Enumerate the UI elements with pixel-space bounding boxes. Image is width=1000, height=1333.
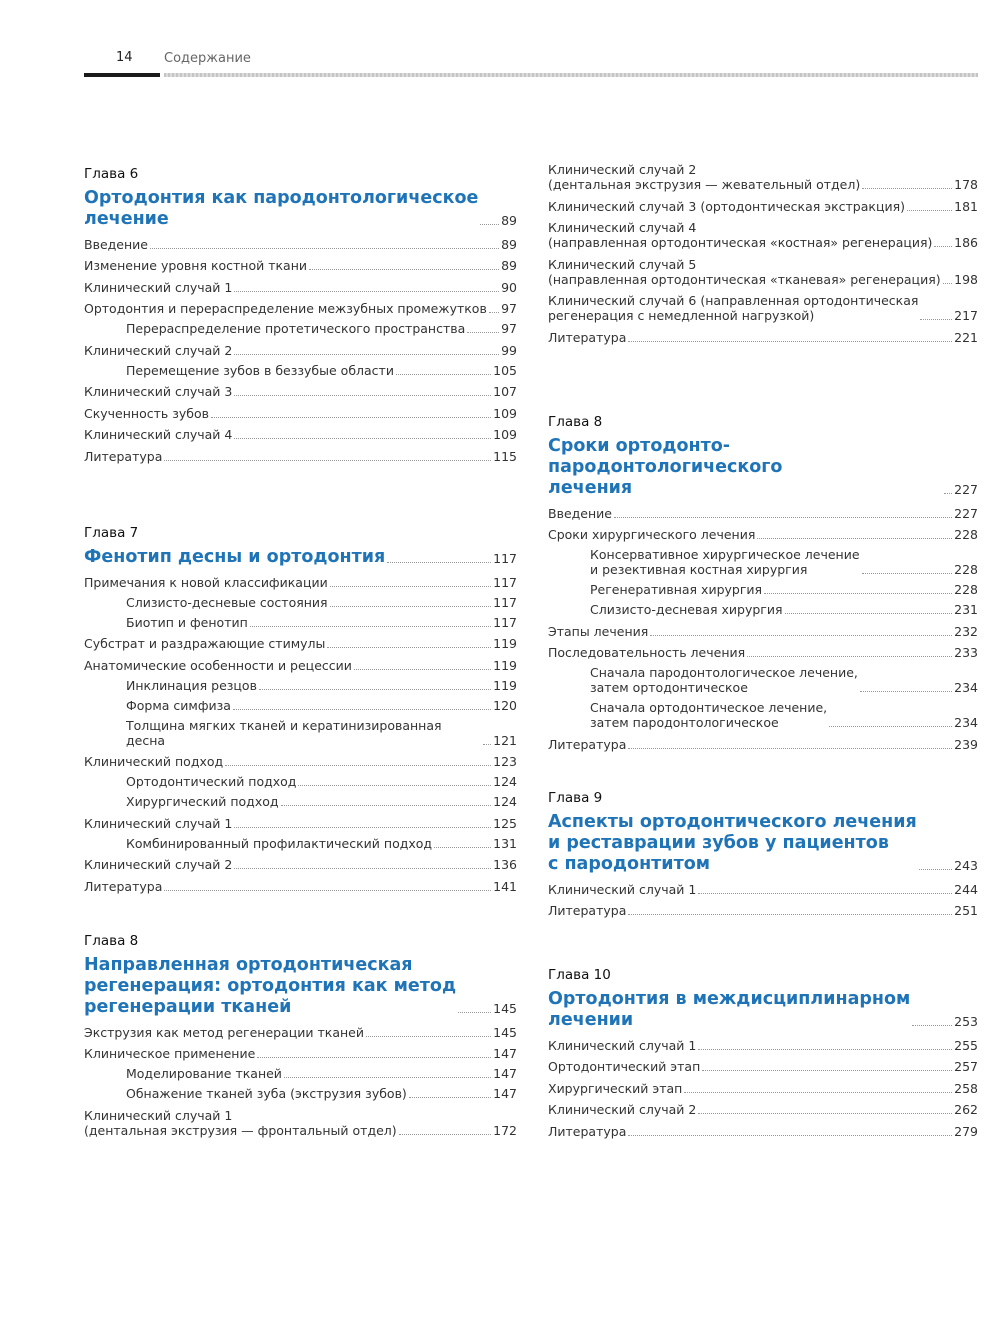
chapter-label: Глава 7	[84, 525, 139, 541]
chapter-title: Аспекты ортодонтического лечения и реставрации зубов у пациентов с пародонтитом	[548, 812, 917, 874]
dot-leader	[234, 354, 499, 355]
dot-leader	[920, 319, 952, 320]
toc-entry-page: 257	[954, 1059, 978, 1074]
toc-entry-page: 227	[954, 505, 978, 521]
toc-entry-text: Клинический случай 2	[84, 857, 233, 872]
chapter-block	[84, 932, 517, 1138]
dot-leader	[862, 573, 953, 574]
toc-entry[interactable]	[84, 321, 517, 336]
toc-entry[interactable]	[84, 794, 517, 809]
toc-entry[interactable]	[548, 199, 978, 214]
toc-entry-page: 90	[501, 279, 517, 295]
toc-entry[interactable]	[548, 293, 978, 323]
toc-entry-page: 124	[493, 774, 517, 789]
chapter-title: Сроки ортодонто-пародонтологического лечения	[548, 436, 783, 498]
header-rule-dark	[84, 73, 160, 77]
chapter-title-row[interactable]	[84, 955, 517, 1018]
toc-entry[interactable]	[548, 645, 978, 660]
dot-leader	[934, 246, 952, 247]
toc-entry[interactable]	[548, 882, 978, 897]
dot-leader	[164, 890, 491, 891]
toc-entry-page: 251	[954, 903, 978, 918]
dot-leader	[483, 744, 491, 745]
toc-entry-text: Клинический случай 1 (дентальная экструзия — фронтальный отдел)	[84, 1107, 397, 1138]
toc-entry-page: 258	[954, 1080, 978, 1096]
chapter-title-row[interactable]	[84, 188, 517, 230]
toc-entry[interactable]	[84, 575, 517, 590]
dot-leader	[860, 691, 952, 692]
dot-leader	[298, 785, 491, 786]
toc-entry[interactable]	[84, 636, 517, 651]
toc-entry[interactable]	[84, 258, 517, 273]
toc-entry-page: 186	[954, 235, 978, 250]
dot-leader	[234, 395, 491, 396]
dot-leader	[366, 1036, 491, 1037]
toc-entry-page: 123	[493, 754, 517, 769]
toc-entry-page: 97	[501, 321, 517, 336]
toc-entry-text: Литература	[548, 903, 627, 918]
chapter-title-row[interactable]	[548, 812, 978, 875]
toc-entry-text: Толщина мягких тканей и кератинизированная десна	[126, 717, 442, 748]
toc-entry-page: 198	[954, 271, 978, 287]
toc-entry-page: 147	[493, 1086, 517, 1101]
toc-entry[interactable]	[84, 1066, 517, 1081]
toc-entry-page: 121	[493, 732, 517, 748]
dot-leader	[259, 689, 491, 690]
toc-entry-page: 262	[954, 1102, 978, 1117]
toc-entry-text: Клинический случай 3 (ортодонтическая экстракция)	[548, 198, 905, 214]
dot-leader	[907, 210, 952, 211]
dot-leader	[396, 374, 491, 375]
dot-leader	[399, 1134, 491, 1135]
toc-entry-text: Клинический случай 1	[84, 279, 233, 295]
toc-entry-page: 141	[493, 878, 517, 894]
dot-leader	[764, 593, 952, 594]
toc-entry-text: Слизисто-десневые состояния	[126, 594, 328, 610]
toc-entry[interactable]	[84, 595, 517, 610]
dot-leader	[698, 1113, 952, 1114]
toc-entry[interactable]	[84, 678, 517, 693]
toc-entry[interactable]	[84, 384, 517, 399]
dot-leader	[944, 493, 952, 494]
toc-entry-page: 89	[501, 258, 517, 273]
toc-entry-page: 181	[954, 198, 978, 214]
dot-leader	[650, 635, 952, 636]
toc-entry-page: 99	[501, 342, 517, 358]
chapter-title-row[interactable]	[548, 436, 978, 499]
dot-leader	[330, 586, 491, 587]
toc-entry-text: Литература	[84, 878, 163, 894]
dot-leader	[785, 613, 953, 614]
toc-entry[interactable]	[84, 1086, 517, 1101]
toc-entry-page: 119	[493, 636, 517, 651]
chapter-label: Глава 10	[548, 967, 611, 983]
toc-entry-text: Сначала ортодонтическое лечение, затем пародонтологическое	[590, 700, 828, 730]
dot-leader	[164, 460, 491, 461]
toc-entry-text: Комбинированный профилактический подход	[126, 835, 433, 851]
toc-entry[interactable]	[548, 220, 978, 250]
toc-entry-page: 217	[954, 308, 978, 323]
toc-entry-page: 279	[954, 1123, 978, 1139]
chapter-title: Направленная ортодонтическая регенерация: ортодонтия как метод регенерации тканей	[84, 955, 457, 1017]
toc-entry-text: Изменение уровня костной ткани	[84, 258, 308, 273]
toc-entry[interactable]	[548, 330, 978, 345]
dot-leader	[747, 656, 952, 657]
toc-entry-page: 117	[493, 574, 517, 590]
toc-entry-page: 228	[954, 562, 978, 577]
dot-leader	[702, 1070, 952, 1071]
dot-leader	[330, 606, 492, 607]
chapter-page-number: 117	[493, 551, 517, 566]
toc-entry-text: Форма симфиза	[126, 697, 231, 713]
chapter-page-number: 89	[501, 213, 517, 228]
dot-leader	[698, 893, 952, 894]
toc-entry-page: 119	[493, 677, 517, 693]
toc-entry-page: 228	[954, 582, 978, 597]
toc-entry-text: Литература	[548, 1123, 627, 1139]
toc-entry[interactable]	[548, 1038, 978, 1053]
chapter-block	[548, 413, 978, 752]
toc-entry-page: 232	[954, 623, 978, 639]
toc-entry-page: 228	[954, 527, 978, 542]
toc-entry-text: Клинический случай 2 (дентальная экструзия — жевательный отдел)	[548, 162, 861, 192]
toc-entry[interactable]	[548, 602, 978, 617]
chapter-page-number: 145	[493, 1001, 517, 1016]
dot-leader	[628, 914, 952, 915]
toc-entry-text: Обнажение тканей зуба (экструзия зубов)	[126, 1086, 407, 1101]
toc-entry-text: Клинический случай 2	[548, 1102, 697, 1117]
toc-entry[interactable]	[84, 343, 517, 358]
dot-leader	[409, 1097, 491, 1098]
toc-entry-page: 178	[954, 177, 978, 192]
dot-leader	[281, 805, 492, 806]
toc-entry-text: Хирургический этап	[548, 1080, 683, 1096]
dot-leader	[919, 869, 952, 870]
toc-entry-text: Клинический случай 4	[84, 427, 233, 442]
toc-entry[interactable]	[548, 1059, 978, 1074]
dot-leader	[354, 669, 491, 670]
toc-entry[interactable]	[84, 836, 517, 851]
chapter-label: Глава 8	[84, 933, 139, 949]
toc-entry-text: Консервативное хирургическое лечение и резективная костная хирургия	[590, 547, 860, 577]
toc-entry-page: 231	[954, 602, 978, 617]
toc-entry-page: 89	[501, 236, 517, 252]
dot-leader	[912, 1025, 952, 1026]
toc-entry[interactable]	[84, 1108, 517, 1138]
dot-leader	[284, 1077, 491, 1078]
toc-entry-text: Примечания к новой классификации	[84, 574, 328, 590]
toc-entry[interactable]	[84, 301, 517, 316]
toc-entry-text: Скученность зубов	[84, 405, 210, 421]
dot-leader	[327, 647, 491, 648]
toc-entry[interactable]	[84, 658, 517, 673]
toc-entry-text: Литература	[548, 736, 627, 752]
toc-entry[interactable]	[84, 363, 517, 378]
toc-entry-page: 119	[493, 657, 517, 673]
toc-entry-text: Сначала пародонтологическое лечение, затем ортодонтическое	[590, 665, 858, 695]
chapter-block	[548, 162, 978, 345]
toc-entry[interactable]	[84, 449, 517, 464]
chapter-label: Глава 8	[548, 414, 603, 430]
page-number: 14	[116, 50, 133, 65]
page-header	[84, 50, 978, 78]
toc-entry-page: 107	[493, 384, 517, 399]
toc-entry-text: Субстрат и раздражающие стимулы	[84, 636, 326, 651]
toc-entry-text: Клинический случай 3	[84, 384, 233, 399]
toc-entry-text: Анатомические особенности и рецессии	[84, 657, 352, 673]
chapter-block	[84, 165, 517, 464]
toc-entry-page: 120	[493, 697, 517, 713]
toc-entry-text: Биотип и фенотип	[126, 614, 248, 630]
dot-leader	[757, 538, 952, 539]
toc-entry[interactable]	[548, 737, 978, 752]
toc-entry-page: 145	[493, 1024, 517, 1040]
toc-entry-text: Клинический случай 5 (направленная ортодонтическая «тканевая» регенерация)	[548, 256, 941, 287]
dot-leader	[234, 438, 491, 439]
toc-entry[interactable]	[84, 1046, 517, 1061]
dot-leader	[467, 332, 499, 333]
dot-leader	[684, 1092, 952, 1093]
toc-entry[interactable]	[84, 237, 517, 252]
dot-leader	[225, 765, 491, 766]
toc-entry-text: Клинический случай 1	[548, 1037, 697, 1053]
toc-entry-text: Ортодонтический подход	[126, 774, 297, 789]
chapter-label: Глава 6	[84, 166, 139, 182]
toc-entry[interactable]	[84, 816, 517, 831]
toc-entry[interactable]	[548, 527, 978, 542]
dot-leader	[943, 283, 953, 284]
dot-leader	[434, 847, 491, 848]
toc-entry-page: 109	[493, 427, 517, 442]
chapter-page-number: 253	[954, 1014, 978, 1029]
chapter-title: Ортодонтия в междисциплинарном лечении	[548, 989, 911, 1030]
toc-entry-page: 255	[954, 1037, 978, 1053]
toc-entry-page: 136	[493, 857, 517, 872]
toc-entry-text: Ортодонтический этап	[548, 1059, 701, 1074]
dot-leader	[309, 269, 499, 270]
toc-entry-page: 234	[954, 680, 978, 695]
toc-entry[interactable]	[548, 1124, 978, 1139]
toc-entry[interactable]	[84, 879, 517, 894]
dot-leader	[458, 1012, 491, 1013]
toc-entry-text: Экструзия как метод регенерации тканей	[84, 1024, 364, 1040]
toc-entry-text: Клинический случай 2	[84, 342, 233, 358]
toc-entry-text: Перемещение зубов в беззубые области	[126, 362, 394, 378]
dot-leader	[387, 562, 491, 563]
toc-entry[interactable]	[84, 718, 517, 748]
dot-leader	[628, 748, 952, 749]
toc-entry-page: 147	[493, 1066, 517, 1081]
toc-entry-page: 244	[954, 881, 978, 897]
dot-leader	[862, 188, 952, 189]
toc-entry-page: 117	[493, 614, 517, 630]
dot-leader	[234, 827, 491, 828]
chapter-label: Глава 9	[548, 790, 603, 806]
dot-leader	[233, 709, 491, 710]
section-title: Содержание	[164, 51, 251, 66]
dot-leader	[211, 417, 491, 418]
toc-entry-text: Перераспределение протетического пространства	[126, 321, 466, 336]
chapter-page-number: 243	[954, 858, 978, 873]
toc-entry-text: Последовательность лечения	[548, 645, 746, 660]
toc-entry-page: 233	[954, 645, 978, 660]
chapter-page-number: 227	[954, 482, 978, 497]
toc-entry[interactable]	[84, 774, 517, 789]
chapter-title: Ортодонтия как пародонтологическое лечение	[84, 188, 479, 229]
dot-leader	[698, 1049, 952, 1050]
dot-leader	[628, 1135, 952, 1136]
toc-entry[interactable]	[84, 1025, 517, 1040]
toc-entry[interactable]	[548, 547, 978, 577]
toc-entry[interactable]	[548, 582, 978, 597]
dot-leader	[257, 1057, 491, 1058]
chapter-block	[548, 789, 978, 918]
dot-leader	[150, 248, 499, 249]
toc-entry-page: 221	[954, 329, 978, 345]
toc-entry-page: 117	[493, 594, 517, 610]
dot-leader	[234, 868, 491, 869]
toc-entry-text: Клинический случай 1	[548, 881, 697, 897]
toc-entry-page: 147	[493, 1046, 517, 1061]
dot-leader	[628, 341, 952, 342]
toc-entry-page: 172	[493, 1122, 517, 1138]
toc-entry[interactable]	[548, 624, 978, 639]
toc-entry-text: Клиническое применение	[84, 1046, 256, 1061]
toc-entry[interactable]	[84, 615, 517, 630]
chapter-block	[548, 966, 978, 1139]
toc-entry-page: 125	[493, 815, 517, 831]
toc-entry[interactable]	[84, 857, 517, 872]
toc-entry[interactable]	[548, 506, 978, 521]
toc-entry[interactable]	[548, 162, 978, 192]
toc-entry[interactable]	[548, 665, 978, 695]
dot-leader	[234, 291, 499, 292]
toc-entry-text: Сроки хирургического лечения	[548, 527, 756, 542]
dot-leader	[480, 224, 499, 225]
toc-entry[interactable]	[548, 1102, 978, 1117]
toc-entry-page: 115	[493, 448, 517, 464]
toc-entry-text: Клинический случай 6 (направленная ортодонтическая регенерация с немедленной нагрузкой)	[548, 293, 919, 323]
toc-entry-text: Ортодонтия и перераспределение межзубных промежутков	[84, 301, 487, 316]
toc-entry[interactable]	[84, 406, 517, 421]
toc-entry-text: Введение	[548, 505, 612, 521]
dot-leader	[250, 626, 491, 627]
toc-entry-page: 234	[954, 715, 978, 730]
toc-entry-text: Хирургический подход	[126, 794, 279, 809]
chapter-title: Фенотип десны и ортодонтия	[84, 547, 386, 567]
toc-entry-text: Моделирование тканей	[126, 1066, 282, 1081]
toc-entry-text: Введение	[84, 236, 148, 252]
toc-entry[interactable]	[84, 698, 517, 713]
dot-leader	[489, 312, 499, 313]
toc-entry-text: Клинический случай 4 (направленная ортодонтическая «костная» регенерация)	[548, 220, 933, 250]
toc-entry-text: Клинический случай 1	[84, 815, 233, 831]
toc-entry-page: 97	[501, 301, 517, 316]
toc-entry-text: Клинический подход	[84, 754, 224, 769]
dot-leader	[829, 726, 952, 727]
toc-entry-page: 131	[493, 835, 517, 851]
toc-entry-text: Слизисто-десневая хирургия	[590, 602, 783, 617]
toc-entry-page: 105	[493, 362, 517, 378]
toc-entry[interactable]	[548, 257, 978, 287]
toc-entry[interactable]	[548, 1081, 978, 1096]
chapter-title-row[interactable]	[548, 989, 978, 1031]
toc-entry-page: 239	[954, 736, 978, 752]
chapter-title-row[interactable]	[84, 547, 517, 568]
toc-entry[interactable]	[548, 700, 978, 730]
toc-entry[interactable]	[84, 280, 517, 295]
toc-entry[interactable]	[84, 754, 517, 769]
toc-entry-page: 124	[493, 794, 517, 809]
toc-entry[interactable]	[548, 903, 978, 918]
header-rule-light	[164, 73, 978, 77]
toc-entry-text: Инклинация резцов	[126, 677, 257, 693]
toc-entry-text: Литература	[548, 329, 627, 345]
toc-entry-text: Этапы лечения	[548, 623, 649, 639]
toc-entry[interactable]	[84, 427, 517, 442]
dot-leader	[614, 517, 952, 518]
toc-entry-text: Литература	[84, 448, 163, 464]
toc-entry-page: 109	[493, 405, 517, 421]
toc-entry-text: Регенеративная хирургия	[590, 582, 763, 597]
chapter-block	[84, 524, 517, 894]
